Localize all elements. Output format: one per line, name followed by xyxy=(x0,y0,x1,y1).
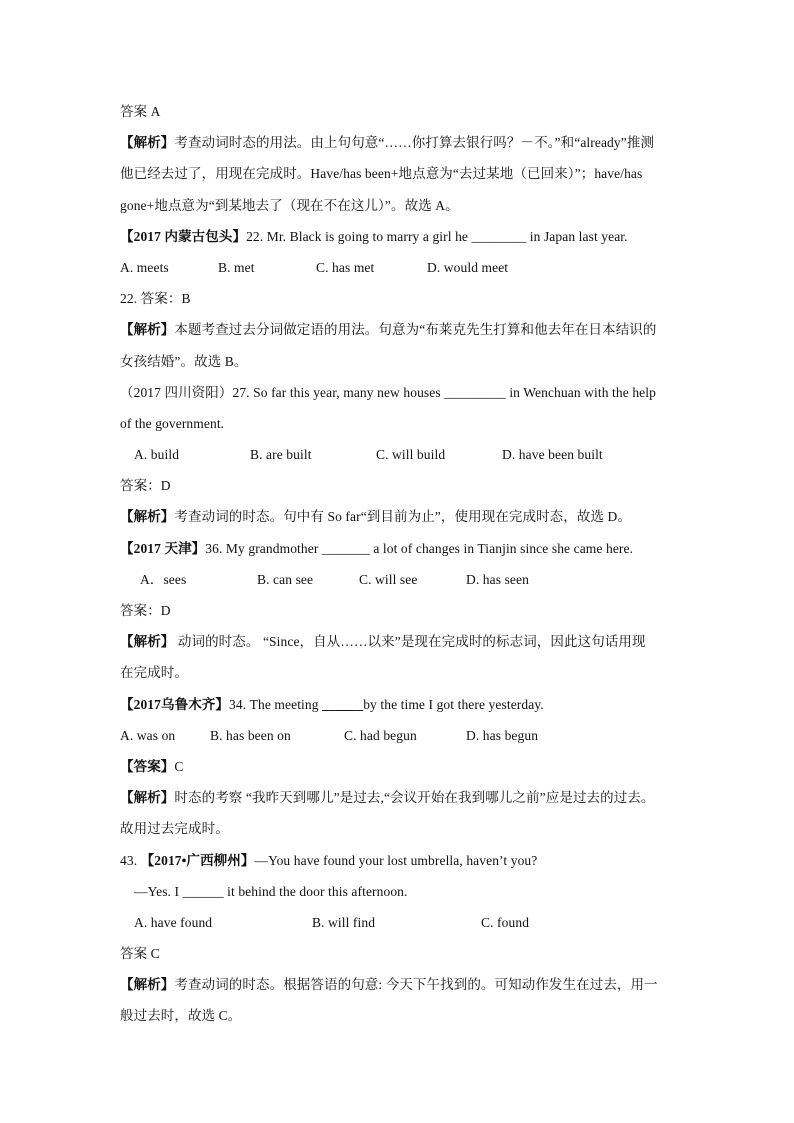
answer-line xyxy=(120,283,680,314)
analysis-text: 考查动词的时态。根据答语的句意: 今天下午找到的。可知动作发生在过去，用一 xyxy=(174,977,658,993)
analysis-text: 女孩结婚”。故选 B。 xyxy=(120,353,248,369)
question-blank: ______ xyxy=(322,696,364,712)
option-a: A. have found xyxy=(134,914,213,930)
answer-text: 答案：D xyxy=(120,478,171,494)
question-stem xyxy=(120,689,680,720)
analysis-line xyxy=(120,969,680,1000)
analysis-line xyxy=(120,501,680,532)
analysis-tag: 【解析】 xyxy=(120,790,175,806)
question-stem xyxy=(120,377,680,408)
question-source: （2017 四川资阳） xyxy=(120,384,233,400)
analysis-line xyxy=(120,657,680,688)
question-text: —You have found your lost umbrella, haven’t you? xyxy=(254,852,538,868)
option-a: A．sees xyxy=(140,571,187,587)
answer-line xyxy=(120,595,680,626)
option-c: C. has met xyxy=(316,259,375,275)
analysis-tag: 【解析】 xyxy=(120,135,175,151)
analysis-line xyxy=(120,1000,680,1031)
analysis-tag: 【解析】 xyxy=(120,322,175,338)
option-d: D. has begun xyxy=(466,727,539,743)
answer-line xyxy=(120,96,680,127)
question-stem xyxy=(120,845,680,876)
analysis-text: 般过去时，故选 C。 xyxy=(120,1008,242,1024)
analysis-line xyxy=(120,158,680,189)
answer-tag: 【答案】 xyxy=(120,758,175,774)
option-c: C. will see xyxy=(359,571,418,587)
answer-line xyxy=(120,938,680,969)
question-stem xyxy=(120,408,680,439)
option-d: D. would meet xyxy=(427,259,509,275)
question-stem xyxy=(120,221,680,252)
answer-text: 答案：D xyxy=(120,603,171,618)
question-stem xyxy=(120,533,680,564)
option-b: B. can see xyxy=(257,571,314,587)
analysis-tag: 【解析】 xyxy=(120,634,175,650)
option-b: B. will find xyxy=(312,914,376,930)
option-a: A. was on xyxy=(120,727,176,743)
answer-text: 22. 答案：B xyxy=(120,291,191,307)
analysis-text: 在完成时。 xyxy=(120,665,188,681)
question-text: 22. Mr. Black is going to marry a girl he ________ in Japan last year. xyxy=(246,228,628,244)
answer-line xyxy=(120,751,680,782)
analysis-line xyxy=(120,314,680,345)
analysis-text: 本题考查过去分词做定语的用法。句意为“布莱克先生打算和他去年在日本结识的 xyxy=(174,322,657,338)
question-text: 27. So far this year, many new houses _________ in Wenchuan with the help xyxy=(232,384,656,400)
question-source: 【2017•广西柳州】 xyxy=(140,852,255,868)
options-row xyxy=(120,720,680,751)
option-b: B. met xyxy=(218,259,255,275)
answer-text: C xyxy=(174,758,184,774)
answer-text: 答案 A xyxy=(120,104,161,119)
analysis-line xyxy=(120,346,680,377)
option-b: B. has been on xyxy=(210,727,291,743)
analysis-text: 故用过去完成时。 xyxy=(120,821,229,837)
question-text: of the government. xyxy=(120,415,225,431)
question-text: —Yes. I ______ it behind the door this afternoon. xyxy=(134,883,408,899)
question-stem xyxy=(120,876,680,907)
option-a: A. meets xyxy=(120,259,169,275)
option-d: D. have been built xyxy=(502,447,603,463)
option-c: C. will build xyxy=(376,447,446,463)
question-number: 43. xyxy=(120,852,141,868)
analysis-line xyxy=(120,782,680,813)
option-c: C. found xyxy=(481,914,530,930)
question-text: 34. The meeting xyxy=(229,696,323,712)
options-row xyxy=(120,252,680,283)
analysis-text: 动词的时态。 “Since，自从……以来”是现在完成时的标志词，因此这句话用现 xyxy=(174,634,646,650)
analysis-text: 考查动词的时态。句中有 So far“到目前为止”，使用现在完成时态，故选 D。 xyxy=(174,509,632,525)
analysis-text: 他已经去过了，用现在完成时。Have/has been+地点意为“去过某地（已回来）”；have/has xyxy=(120,166,643,182)
answer-line xyxy=(120,470,680,501)
analysis-tag: 【解析】 xyxy=(120,509,175,525)
analysis-text: 考查动词时态的用法。由上句句意“……你打算去银行吗？－不。”和“already”推测 xyxy=(174,135,655,151)
document-page xyxy=(120,96,680,1032)
analysis-text: gone+地点意为“到某地去了（现在不在这儿）”。故选 A。 xyxy=(120,197,459,213)
option-a: A. build xyxy=(134,447,180,463)
option-d: D. has seen xyxy=(466,571,529,587)
analysis-line xyxy=(120,127,680,158)
analysis-line xyxy=(120,813,680,844)
analysis-tag: 【解析】 xyxy=(120,977,175,993)
analysis-line xyxy=(120,190,680,221)
analysis-text: 时态的考察 “我昨天到哪儿”是过去,“会议开始在我到哪儿之前”应是过去的过去。 xyxy=(174,790,655,806)
answer-text: 答案 C xyxy=(120,946,160,962)
question-source: 【2017乌鲁木齐】 xyxy=(120,696,229,712)
question-text: 36. My grandmother _______ a lot of changes in Tianjin since she came here. xyxy=(205,540,634,556)
options-row xyxy=(120,564,680,595)
option-c: C. had begun xyxy=(344,727,417,743)
options-row xyxy=(120,439,680,470)
question-source: 【2017 天津】 xyxy=(120,540,206,556)
options-row xyxy=(120,907,680,938)
option-b: B. are built xyxy=(250,447,312,463)
question-text: by the time I got there yesterday. xyxy=(363,696,544,712)
analysis-line xyxy=(120,626,680,657)
question-source: 【2017 内蒙古包头】 xyxy=(120,228,247,244)
